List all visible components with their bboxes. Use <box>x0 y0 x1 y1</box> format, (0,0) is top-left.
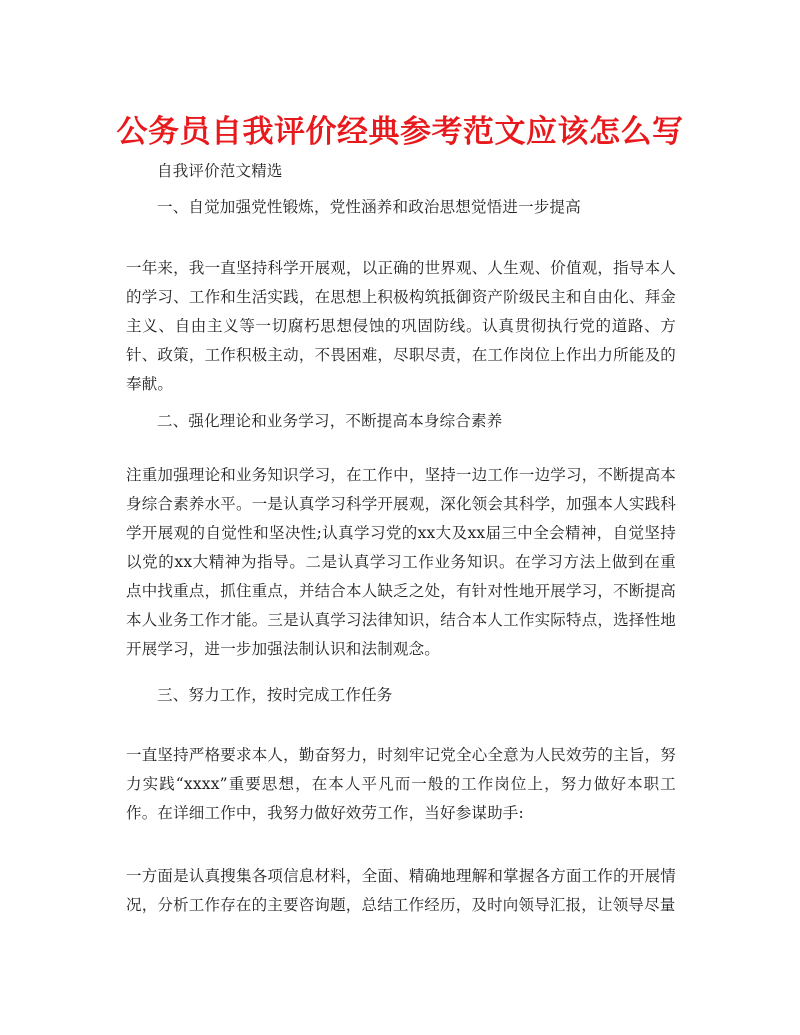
section-3-body-continued: 一方面是认真搜集各项信息材料，全面、精确地理解和掌握各方面工作的开展情况，分析工作存在的主要咨询题，总结工作经历，及时向领导汇报，让领导尽量 <box>126 867 676 914</box>
document-subtitle: 自我评价范文精选 <box>157 162 283 180</box>
section-1-heading: 一、自觉加强党性锻炼，党性涵养和政治思想觉悟进一步提高 <box>157 198 581 216</box>
document-title: 公务员自我评价经典参考范文应该怎么写 <box>116 114 684 150</box>
section-1-body: 一年来，我一直坚持科学开展观，以正确的世界观、人生观、价值观，指导本人的学习、工作和生活实践，在思想上积极构筑抵御资产阶级民主和自由化、拜金主义、自由主义等一切腐朽思想侵蚀的巩固防线。认真贯彻执行党的道路、方针、政策，工作积极主动，不畏困难，尽职尽责，在工作岗位上作出力所能及的奉献。 <box>126 259 676 393</box>
section-2-body: 注重加强理论和业务知识学习，在工作中，坚持一边工作一边学习，不断提高本身综合素养水平。一是认真学习科学开展观，深化领会其科学，加强本人实践科学开展观的自觉性和坚决性;认真学习党的xx大及xx届三中全会精神，自觉坚持以党的xx大精神为指导。二是认真学习工作业务知识。在学习方法上做到在重点中找重点，抓住重点，并结合本人缺乏之处，有针对性地开展学习，不断提高本人业务工作才能。三是认真学习法律知识，结合本人工作实际特点，选择性地开展学习，进一步加强法制认识和法制观念。 <box>126 466 676 658</box>
section-2-heading: 二、强化理论和业务学习，不断提高本身综合素养 <box>157 412 503 430</box>
section-3-heading: 三、努力工作，按时完成工作任务 <box>157 686 393 704</box>
section-3-body: 一直坚持严格要求本人，勤奋努力，时刻牢记党全心全意为人民效劳的主旨，努力实践“xxxx”重要思想，在本人平凡而一般的工作岗位上，努力做好本职工作。在详细工作中，我努力做好效劳工作，当好参谋助手: <box>126 746 676 822</box>
